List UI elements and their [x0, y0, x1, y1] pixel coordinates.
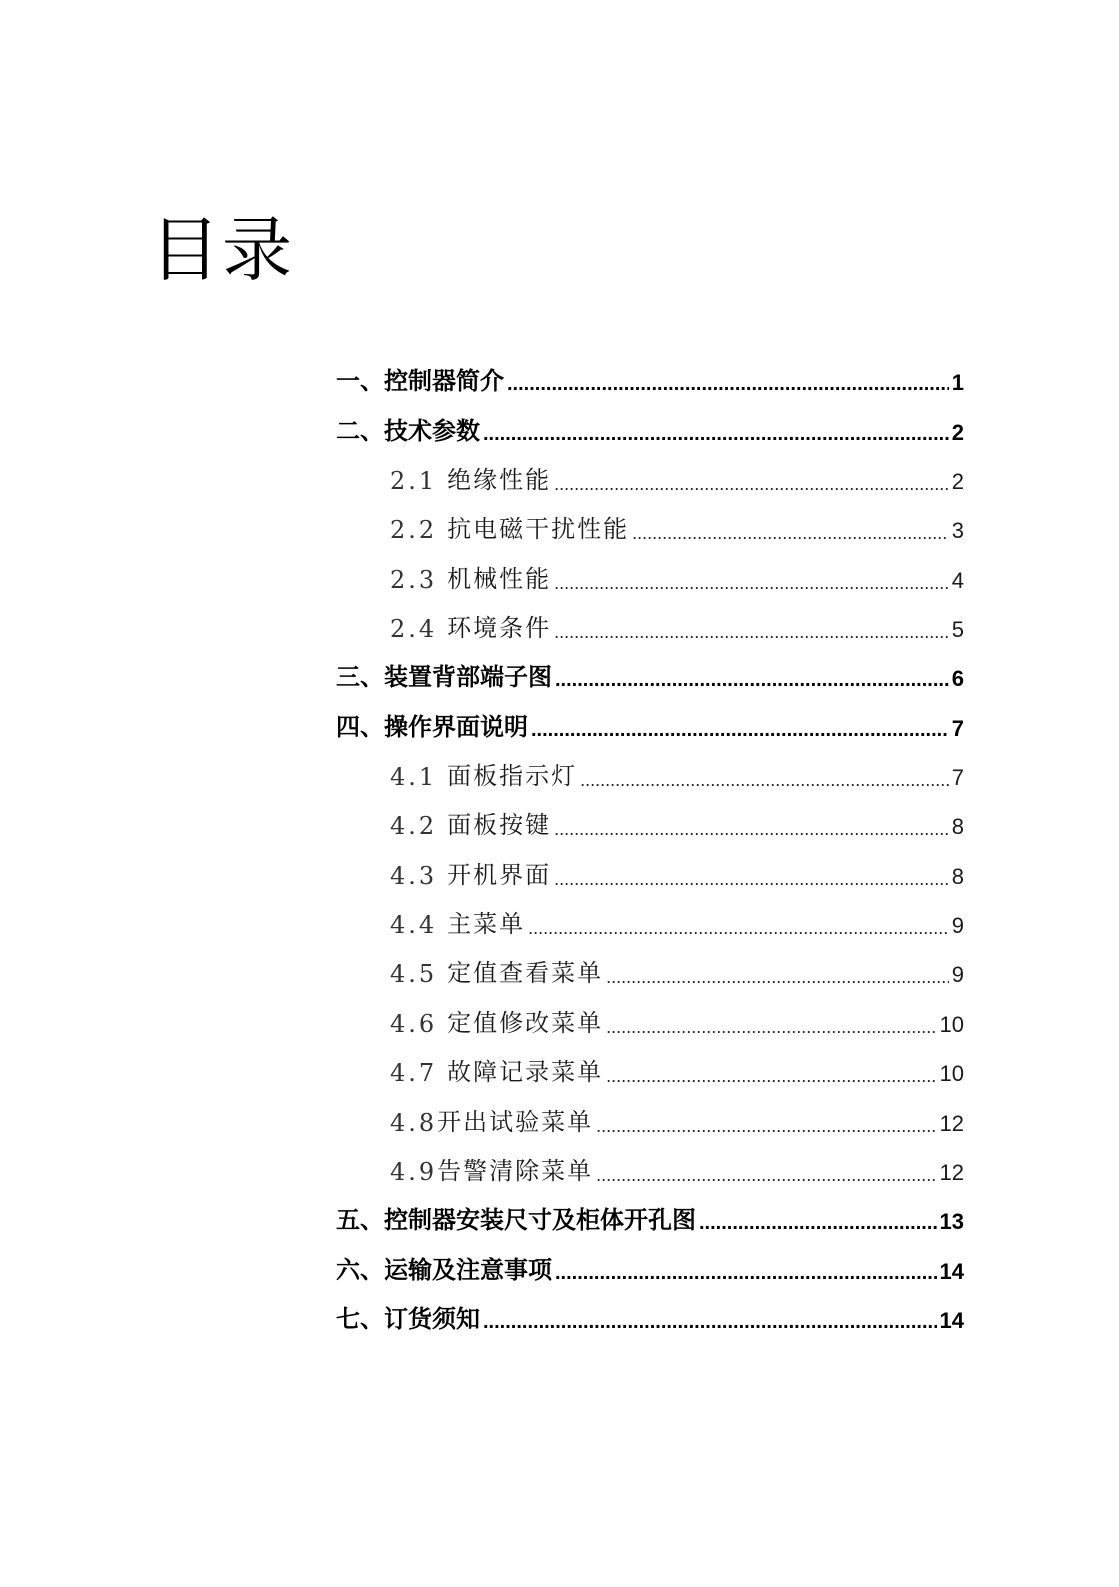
toc-section-number: 三、: [336, 663, 384, 692]
toc-subentry[interactable]: [336, 898, 964, 947]
toc-entry[interactable]: [336, 1194, 964, 1243]
toc-page-number: 9: [951, 913, 964, 939]
toc-page-number: 12: [939, 1159, 964, 1185]
toc-page-number: 7: [951, 715, 964, 741]
toc-page-number: 5: [951, 617, 964, 643]
toc-section-number: 一、: [336, 367, 384, 396]
toc-subsection-number: 4.8: [390, 1108, 438, 1137]
toc-subsection-number: 2.4: [390, 615, 438, 644]
toc-page-number: 7: [951, 765, 964, 791]
toc-dot-leader: [596, 1165, 936, 1186]
toc-subsection-number: 4.5: [390, 960, 438, 989]
toc-dot-leader: [554, 622, 949, 643]
toc-page-number: 9: [951, 962, 964, 988]
toc-subsection-number: 4.9: [390, 1157, 438, 1186]
toc-section-number: 六、: [336, 1255, 384, 1284]
toc-entry[interactable]: [336, 1243, 964, 1292]
toc-subsection-title: 绝缘性能: [447, 466, 552, 495]
toc-page-number: 1: [951, 370, 964, 396]
toc-dot-leader: [606, 1017, 936, 1038]
toc-page-number: 10: [939, 1011, 964, 1037]
toc-subsection-number: 2.1: [390, 467, 438, 496]
toc-subsection-number: 4.1: [390, 763, 438, 792]
toc-section-title: 控制器简介: [384, 367, 504, 396]
toc-subentry[interactable]: [336, 552, 964, 601]
toc-page-number: 4: [951, 567, 964, 593]
toc-dot-leader: [555, 1262, 937, 1285]
toc-section-title: 订货须知: [384, 1304, 480, 1333]
toc-dot-leader: [580, 770, 949, 791]
toc-dot-leader: [606, 967, 949, 988]
toc-subentry[interactable]: [336, 1046, 964, 1095]
toc-entry[interactable]: [336, 651, 964, 700]
toc-section-number: 二、: [336, 416, 384, 445]
toc-dot-leader: [555, 669, 949, 692]
toc-subentry[interactable]: [336, 454, 964, 503]
toc-page-number: 13: [939, 1209, 964, 1235]
toc-subsection-title: 定值查看菜单: [447, 959, 604, 988]
toc-page-number: 10: [939, 1061, 964, 1087]
toc-subsection-number: 4.4: [390, 911, 438, 940]
toc-subsection-title: 环境条件: [447, 614, 552, 643]
toc-subsection-title: 面板指示灯: [447, 762, 578, 791]
toc-page-number: 14: [939, 1307, 964, 1333]
toc-subentry[interactable]: [336, 848, 964, 897]
toc-subentry[interactable]: [336, 1095, 964, 1144]
toc-section-title: 控制器安装尺寸及柜体开孔图: [384, 1206, 696, 1235]
toc-dot-leader: [554, 474, 949, 495]
toc-entry[interactable]: [336, 700, 964, 749]
toc-subsection-title: 告警清除菜单: [437, 1156, 594, 1185]
toc-dot-leader: [699, 1212, 937, 1235]
toc-page-number: 2: [951, 469, 964, 495]
toc-dot-leader: [483, 1311, 937, 1334]
toc-dot-leader: [632, 523, 949, 544]
toc-page-number: 3: [951, 518, 964, 544]
toc-page-number: 12: [939, 1110, 964, 1136]
toc-subentry[interactable]: [336, 750, 964, 799]
toc-dot-leader: [606, 1066, 936, 1087]
toc-subsection-title: 机械性能: [447, 564, 552, 593]
toc-subsection-title: 主菜单: [447, 910, 526, 939]
toc-section-number: 四、: [336, 712, 384, 741]
toc-subsection-number: 4.7: [390, 1059, 438, 1088]
toc-dot-leader: [531, 719, 949, 742]
toc-dot-leader: [554, 869, 949, 890]
toc-subentry[interactable]: [336, 503, 964, 552]
toc-page-number: 8: [951, 814, 964, 840]
toc-subsection-title: 抗电磁干扰性能: [447, 515, 630, 544]
toc-section-title: 操作界面说明: [384, 712, 528, 741]
toc-subsection-title: 面板按键: [447, 811, 552, 840]
toc-subsection-number: 4.2: [390, 812, 438, 841]
toc-section-number: 五、: [336, 1206, 384, 1235]
toc-section-title: 技术参数: [384, 416, 480, 445]
toc-subsection-title: 开出试验菜单: [437, 1107, 594, 1136]
toc-subsection-title: 故障记录菜单: [447, 1058, 604, 1087]
toc-section-title: 装置背部端子图: [384, 663, 552, 692]
toc-dot-leader: [554, 573, 949, 594]
toc-dot-leader: [483, 423, 949, 446]
toc-dot-leader: [528, 918, 949, 939]
toc-page-number: 8: [951, 863, 964, 889]
toc-subsection-title: 开机界面: [447, 860, 552, 889]
toc-subentry[interactable]: [336, 1145, 964, 1194]
toc-entry[interactable]: [336, 1293, 964, 1342]
toc-page-number: 14: [939, 1258, 964, 1284]
toc-page-number: 6: [951, 666, 964, 692]
toc-subentry[interactable]: [336, 602, 964, 651]
toc-page-number: 2: [951, 419, 964, 445]
toc-dot-leader: [554, 819, 949, 840]
toc-subsection-number: 4.6: [390, 1009, 438, 1038]
toc-subsection-title: 定值修改菜单: [447, 1008, 604, 1037]
toc-dot-leader: [596, 1116, 936, 1137]
toc-subsection-number: 4.3: [390, 861, 438, 890]
page-title: 目录: [150, 209, 294, 291]
toc-section-title: 运输及注意事项: [384, 1255, 552, 1284]
toc-subsection-number: 2.2: [390, 516, 438, 545]
toc-section-number: 七、: [336, 1304, 384, 1333]
toc-subentry[interactable]: [336, 799, 964, 848]
toc-dot-leader: [507, 373, 949, 396]
toc-entry[interactable]: [336, 404, 964, 453]
toc-subentry[interactable]: [336, 996, 964, 1045]
toc-entry[interactable]: [336, 355, 964, 404]
table-of-contents: [336, 355, 964, 1342]
toc-subentry[interactable]: [336, 947, 964, 996]
toc-subsection-number: 2.3: [390, 565, 438, 594]
